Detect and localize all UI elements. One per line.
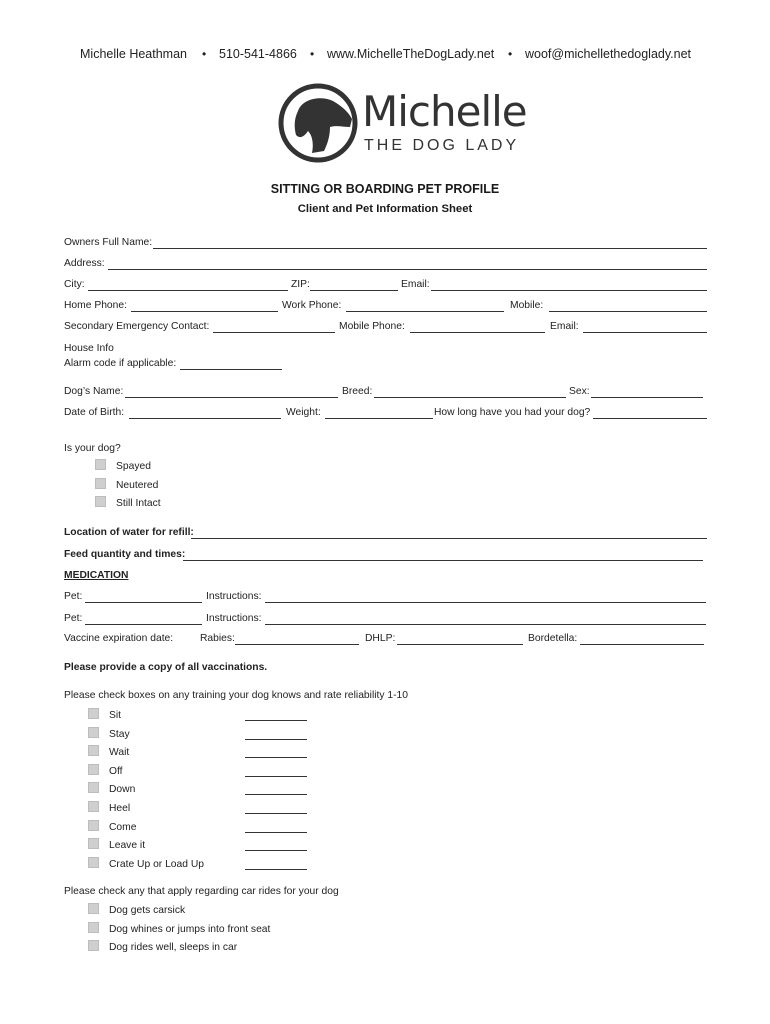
training-item-label: Come (109, 821, 137, 833)
training-rating-field[interactable] (245, 720, 307, 721)
instructions1-field[interactable] (265, 602, 706, 603)
mobile-field[interactable] (549, 311, 707, 312)
training-item-label: Off (109, 765, 123, 777)
weight-label: Weight: (286, 407, 321, 418)
instructions1-label: Instructions: (206, 591, 262, 602)
pet1-label: Pet: (64, 591, 83, 602)
alarm-code-label: Alarm code if applicable: (64, 358, 177, 369)
alarm-code-field[interactable] (180, 369, 282, 370)
bordetella-label: Bordetella: (528, 633, 578, 644)
weight-field[interactable] (325, 418, 433, 419)
training-checkbox[interactable] (88, 764, 99, 775)
training-checkbox[interactable] (88, 782, 99, 793)
instructions2-field[interactable] (265, 624, 706, 625)
header-bullet: • (202, 47, 207, 61)
training-rating-field[interactable] (245, 757, 307, 758)
city-field[interactable] (88, 290, 288, 291)
bordetella-field[interactable] (580, 644, 704, 645)
training-rating-field[interactable] (245, 739, 307, 740)
car-ride-checkbox[interactable] (88, 903, 99, 914)
how-long-field[interactable] (593, 418, 707, 419)
house-info-label: House Info (64, 343, 114, 354)
how-long-label: How long have you had your dog? (434, 407, 591, 418)
email2-label: Email: (550, 321, 579, 332)
header-email: woof@michellethedoglady.net (525, 47, 692, 61)
header-website: www.MichelleTheDogLady.net (327, 47, 495, 61)
still-intact-checkbox[interactable] (95, 496, 106, 507)
sex-label: Sex: (569, 386, 590, 397)
training-checkbox[interactable] (88, 745, 99, 756)
neutered-label: Neutered (116, 480, 159, 491)
home-phone-label: Home Phone: (64, 300, 127, 311)
training-item-label: Stay (109, 728, 130, 740)
training-checkbox[interactable] (88, 857, 99, 868)
training-rating-field[interactable] (245, 776, 307, 777)
logo-title: Michelle (362, 87, 527, 136)
work-phone-label: Work Phone: (282, 300, 342, 311)
mobile-phone-label: Mobile Phone: (339, 321, 405, 332)
dob-field[interactable] (129, 418, 281, 419)
logo (278, 81, 527, 170)
breed-label: Breed: (342, 386, 373, 397)
spayed-checkbox[interactable] (95, 459, 106, 470)
car-ride-option-label: Dog whines or jumps into front seat (109, 923, 271, 935)
training-item-label: Wait (109, 747, 130, 759)
spayed-label: Spayed (116, 461, 151, 472)
mobile-phone-field[interactable] (410, 332, 545, 333)
training-rating-field[interactable] (245, 850, 307, 851)
secondary-contact-field[interactable] (213, 332, 335, 333)
owners-name-field[interactable] (153, 248, 707, 249)
car-ride-option-label: Dog rides well, sleeps in car (109, 942, 238, 954)
vaccine-exp-label: Vaccine expiration date: (64, 633, 174, 644)
header-name: Michelle Heathman (80, 47, 187, 61)
home-phone-field[interactable] (131, 311, 278, 312)
is-your-dog-label: Is your dog? (64, 443, 121, 454)
dogs-name-field[interactable] (125, 397, 338, 398)
header-bullet: • (508, 47, 513, 61)
vaccination-copy-note: Please provide a copy of all vaccinations. (64, 662, 268, 673)
feed-field[interactable] (183, 560, 703, 561)
logo-subtitle: THE DOG LADY (364, 137, 520, 154)
training-rating-field[interactable] (245, 869, 307, 870)
training-item-label: Leave it (109, 840, 146, 852)
zip-label: ZIP: (291, 279, 310, 290)
car-ride-checkbox[interactable] (88, 940, 99, 951)
car-rides-prompt: Please check any that apply regarding car rides for your dog (64, 886, 339, 897)
water-field[interactable] (191, 538, 707, 539)
car-ride-option-label: Dog gets carsick (109, 905, 186, 916)
mobile-label: Mobile: (510, 300, 544, 311)
training-rating-field[interactable] (245, 813, 307, 814)
training-item-label: Heel (109, 803, 131, 814)
city-label: City: (64, 279, 85, 290)
training-checkbox[interactable] (88, 820, 99, 831)
training-rating-field[interactable] (245, 794, 307, 795)
header-phone: 510-541-4866 (219, 47, 297, 61)
dhlp-label: DHLP: (365, 633, 396, 644)
pet2-label: Pet: (64, 613, 83, 624)
dhlp-field[interactable] (397, 644, 523, 645)
owners-name-label: Owners Full Name: (64, 237, 153, 248)
training-checkbox[interactable] (88, 801, 99, 812)
still-intact-label: Still Intact (116, 498, 161, 509)
training-item-label: Sit (109, 710, 122, 721)
instructions2-label: Instructions: (206, 613, 262, 624)
work-phone-field[interactable] (346, 311, 504, 312)
feed-label: Feed quantity and times: (64, 549, 186, 560)
medication-heading: MEDICATION (64, 570, 129, 581)
email-label: Email: (401, 279, 430, 290)
training-rating-field[interactable] (245, 832, 307, 833)
pet1-field[interactable] (85, 602, 202, 603)
sex-field[interactable] (591, 397, 703, 398)
dogs-name-label: Dog’s Name: (64, 386, 124, 397)
zip-field[interactable] (310, 290, 398, 291)
breed-field[interactable] (374, 397, 566, 398)
rabies-field[interactable] (235, 644, 359, 645)
email-field[interactable] (431, 290, 707, 291)
pet2-field[interactable] (85, 624, 202, 625)
page-title: SITTING OR BOARDING PET PROFILE (270, 182, 500, 196)
training-item-label: Down (109, 784, 136, 796)
training-checkbox[interactable] (88, 727, 99, 738)
address-label: Address: (64, 258, 105, 269)
address-field[interactable] (108, 269, 707, 270)
secondary-contact-label: Secondary Emergency Contact: (64, 321, 210, 332)
water-label: Location of water for refill: (64, 527, 194, 538)
car-ride-checkbox[interactable] (88, 922, 99, 933)
dob-label: Date of Birth: (64, 407, 125, 418)
neutered-checkbox[interactable] (95, 478, 106, 489)
page-subtitle: Client and Pet Information Sheet (297, 203, 473, 215)
rabies-label: Rabies: (200, 633, 235, 644)
training-checkbox[interactable] (88, 708, 99, 719)
training-item-label: Crate Up or Load Up (109, 858, 205, 870)
training-checkbox[interactable] (88, 838, 99, 849)
header-bullet: • (310, 47, 315, 61)
training-prompt: Please check boxes on any training your dog knows and rate reliability 1-10 (64, 690, 409, 701)
email2-field[interactable] (583, 332, 707, 333)
